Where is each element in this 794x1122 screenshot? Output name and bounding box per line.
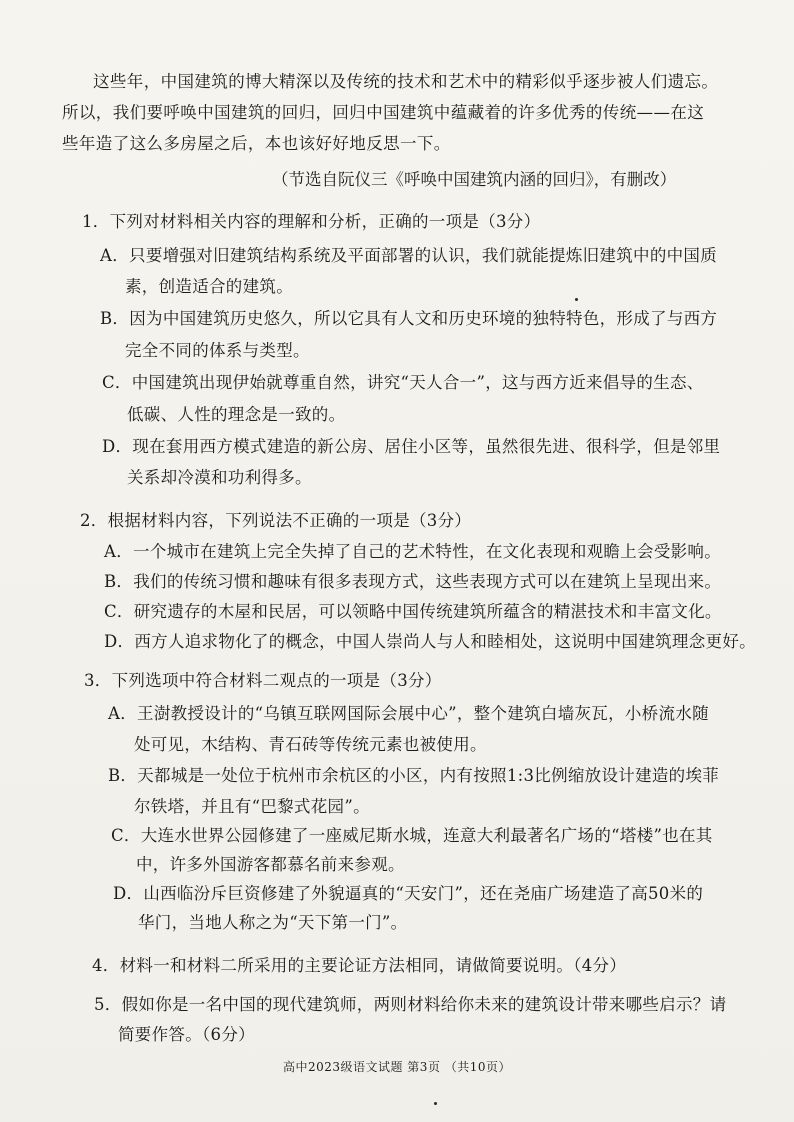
passage-line-2: 所以，我们要呼唤中国建筑的回归，回归中国建筑中蕴藏着的许多优秀的传统——在这 xyxy=(62,103,705,122)
q2-option-d: D．西方人追求物化了的概念，中国人崇尚人与人和睦相处，这说明中国建筑理念更好。 xyxy=(104,632,756,651)
question-3-stem: 3．下列选项中符合材料二观点的一项是（3分） xyxy=(84,671,442,690)
q1-option-a-line2: 素，创造适合的建筑。 xyxy=(125,277,293,296)
q1-option-c-line1: C．中国建筑出现伊始就尊重自然，讲究“天人合一”，这与西方近来倡导的生态、 xyxy=(102,373,704,392)
q3-option-a-line1: A．王澍教授设计的“乌镇互联网国际会展中心”，整个建筑白墙灰瓦，小桥流水随 xyxy=(108,704,709,723)
q1-option-b-line2: 完全不同的体系与类型。 xyxy=(125,341,310,360)
question-5-stem-line2: 简要作答。（6分） xyxy=(118,1025,255,1044)
q2-option-c: C．研究遗存的木屋和民居，可以领略中国传统建筑所蕴含的精湛技术和丰富文化。 xyxy=(104,602,722,621)
q3-option-d-line1: D．山西临汾斥巨资修建了外貌逼真的“天安门”，还在尧庙广场建造了高50米的 xyxy=(113,884,704,903)
question-1-stem: 1．下列对材料相关内容的理解和分析，正确的一项是（3分） xyxy=(82,212,541,231)
q3-option-c-line1: C．大连水世界公园修建了一座威尼斯水城，连意大利最著名广场的“塔楼”也在其 xyxy=(111,826,713,845)
q1-option-c-line2: 低碳、人性的理念是一致的。 xyxy=(127,405,346,424)
scan-speck xyxy=(575,298,578,301)
q2-option-a: A．一个城市在建筑上完全失掉了自己的艺术特性，在文化表现和观瞻上会受影响。 xyxy=(104,542,722,561)
passage-line-3: 些年造了这么多房屋之后，本也该好好地反思一下。 xyxy=(62,134,451,153)
page-footer: 高中2023级语文试题 第3页 （共10页） xyxy=(282,1060,512,1074)
q3-option-b-line1: B．天都城是一处位于杭州市余杭区的小区，内有按照1:3比例缩放设计建造的埃菲 xyxy=(108,766,720,785)
q3-option-b-line2: 尔铁塔，并且有“巴黎式花园”。 xyxy=(134,797,370,816)
q1-option-b-line1: B．因为中国建筑历史悠久，所以它具有人文和历史环境的独特特色，形成了与西方 xyxy=(100,309,718,328)
question-5-stem-line1: 5．假如你是一名中国的现代建筑师，两则材料给你未来的建筑设计带来哪些启示？请 xyxy=(94,995,727,1014)
q3-option-c-line2: 中，许多外国游客都慕名前来参观。 xyxy=(136,855,405,874)
q3-option-d-line2: 华门，当地人称之为“天下第一门”。 xyxy=(138,913,408,932)
question-4-stem: 4．材料一和材料二所采用的主要论证方法相同，请做简要说明。（4分） xyxy=(92,956,627,975)
q1-option-d-line1: D．现在套用西方模式建造的新公房、居住小区等，虽然很先进、很科学，但是邻里 xyxy=(102,437,721,456)
passage-source: （节选自阮仪三《呼唤中国建筑内涵的回归》，有删改） xyxy=(272,170,677,189)
q3-option-a-line2: 处可见，木结构、青石砖等传统元素也被使用。 xyxy=(134,735,487,754)
q1-option-d-line2: 关系却冷漠和功利得多。 xyxy=(127,468,312,487)
question-2-stem: 2．根据材料内容，下列说法不正确的一项是（3分） xyxy=(80,511,472,530)
passage-line-1: 这些年，中国建筑的博大精深以及传统的技术和艺术中的精彩似乎逐步被人们遗忘。 xyxy=(93,72,719,91)
q1-option-a-line1: A．只要增强对旧建筑结构系统及平面部署的认识，我们就能提炼旧建筑中的中国质 xyxy=(100,246,718,265)
scan-speck xyxy=(434,1102,437,1105)
q2-option-b: B．我们的传统习惯和趣味有很多表现方式，这些表现方式可以在建筑上呈现出来。 xyxy=(104,572,722,591)
